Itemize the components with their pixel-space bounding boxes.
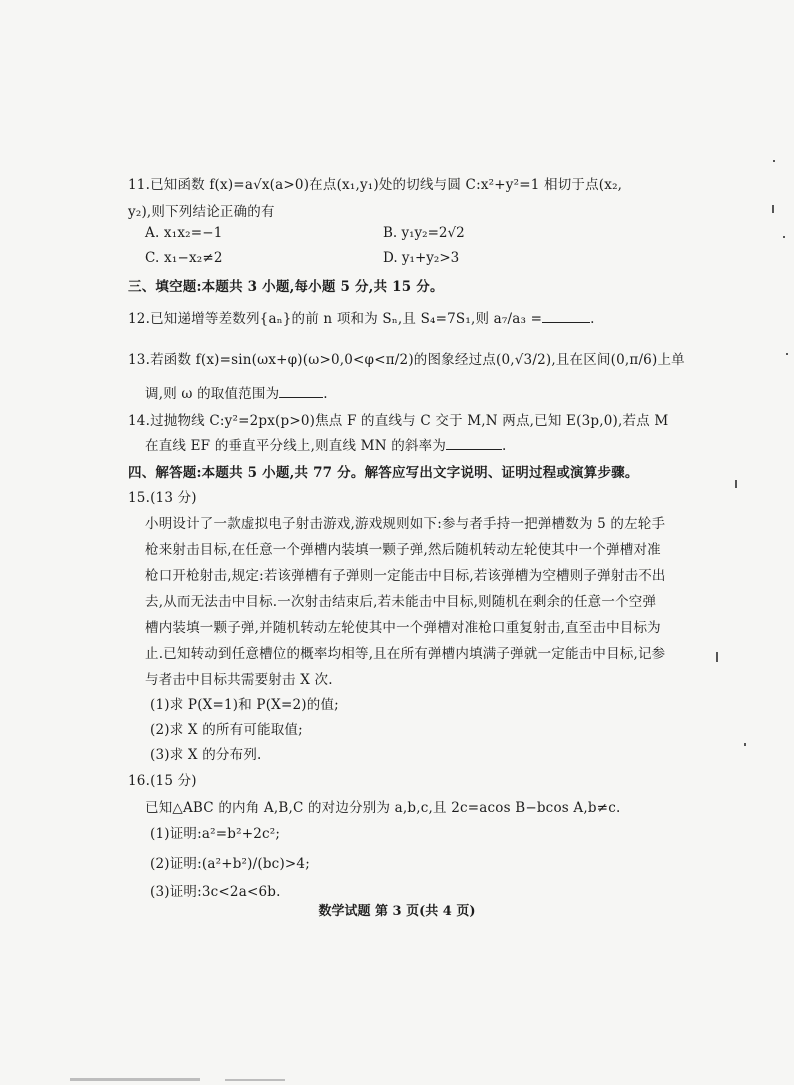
page-footer: 数学试题 第 3 页(共 4 页) [318,904,476,919]
q16-heading: 16.(15 分) [128,773,197,789]
q13-answer-blank [279,385,323,398]
q12-text: 12.已知递增等差数列{aₙ}的前 n 项和为 Sₙ,且 S₄=7S₁,则 a₇/a₃ = [128,311,543,327]
q15-line: 止.已知转动到任意槽位的概率均相等,且在所有弹槽内填满子弹就一定能击中目标,记参 [145,646,666,662]
q12-answer-blank [542,310,590,323]
q16-part-1: (1)证明:a²=b²+2c²; [150,826,281,842]
q11-option-a: A. x₁x₂=−1 [145,225,223,241]
q15-line: 枪口开枪射击,规定:若该弹槽有子弹则一定能击中目标,若该弹槽为空槽则子弹射击不出 [145,568,666,584]
q16-stem: 已知△ABC 的内角 A,B,C 的对边分别为 a,b,c,且 2c=acos B−bcos A,b≠c. [145,800,621,816]
q14-line2-text: 在直线 EF 的垂直平分线上,则直线 MN 的斜率为 [145,438,447,454]
scan-speck [773,160,775,162]
q12-end: . [590,311,595,327]
section-3-heading: 三、填空题:本题共 3 小题,每小题 5 分,共 15 分。 [128,279,444,295]
q15-line: 去,从而无法击中目标.一次射击结束后,若未能击中目标,则随机在剩余的任意一个空弹 [145,594,657,610]
q15-part-2: (2)求 X 的所有可能取值; [150,722,303,738]
q14-line1: 14.过抛物线 C:y²=2px(p>0)焦点 F 的直线与 C 交于 M,N 两点,已知 E(3p,0),若点 M [128,413,669,429]
q11-line1: 11.已知函数 f(x)=a√x(a>0)在点(x₁,y₁)处的切线与圆 C:x²+y²=1 相切于点(x₂, [128,177,623,193]
q14-line2 [145,434,507,454]
q13-line1: 13.若函数 f(x)=sin(ωx+φ)(ω>0,0<φ<π/2)的图象经过点(0,√3/2),且在区间(0,π/6)上单 [128,352,685,368]
scan-speck [783,236,785,238]
q11-line2: y₂),则下列结论正确的有 [128,204,275,220]
q15-part-3: (3)求 X 的分布列. [150,747,262,763]
scan-speck [772,205,774,213]
q13-line2-text: 调,则 ω 的取值范围为 [145,386,280,402]
scan-smudge [70,1078,200,1081]
q16-part-3: (3)证明:3c<2a<6b. [150,884,281,900]
section-4-heading: 四、解答题:本题共 5 小题,共 77 分。解答应写出文字说明、证明过程或演算步骤。 [128,465,639,481]
scan-speck [744,743,746,746]
q14-answer-blank [446,437,502,450]
scan-smudge [225,1079,285,1081]
q11-option-b: B. y₁y₂=2√2 [383,225,465,241]
q16-part-2: (2)证明:(a²+b²)/(bc)>4; [150,856,310,872]
q12-line [128,307,595,327]
q15-part-1: (1)求 P(X=1)和 P(X=2)的值; [150,697,339,713]
q15-heading: 15.(13 分) [128,490,197,506]
q15-line: 槽内装填一颗子弹,并随机转动左轮使其中一个弹槽对准枪口重复射击,直至击中目标为 [145,620,661,636]
q15-line: 小明设计了一款虚拟电子射击游戏,游戏规则如下:参与者手持一把弹槽数为 5 的左轮手 [145,516,666,532]
q11-option-c: C. x₁−x₂≠2 [145,250,223,266]
q15-line: 枪来射击目标,在任意一个弹槽内装填一颗子弹,然后随机转动左轮使其中一个弹槽对准 [145,542,661,558]
q13-line2 [145,382,328,402]
q11-option-d: D. y₁+y₂>3 [383,250,460,266]
q15-line: 与者击中目标共需要射击 X 次. [145,672,333,688]
scan-speck [786,353,788,355]
scan-speck [735,480,737,488]
q14-end: . [502,438,507,454]
q13-end: . [323,386,328,402]
scan-speck [716,652,718,662]
